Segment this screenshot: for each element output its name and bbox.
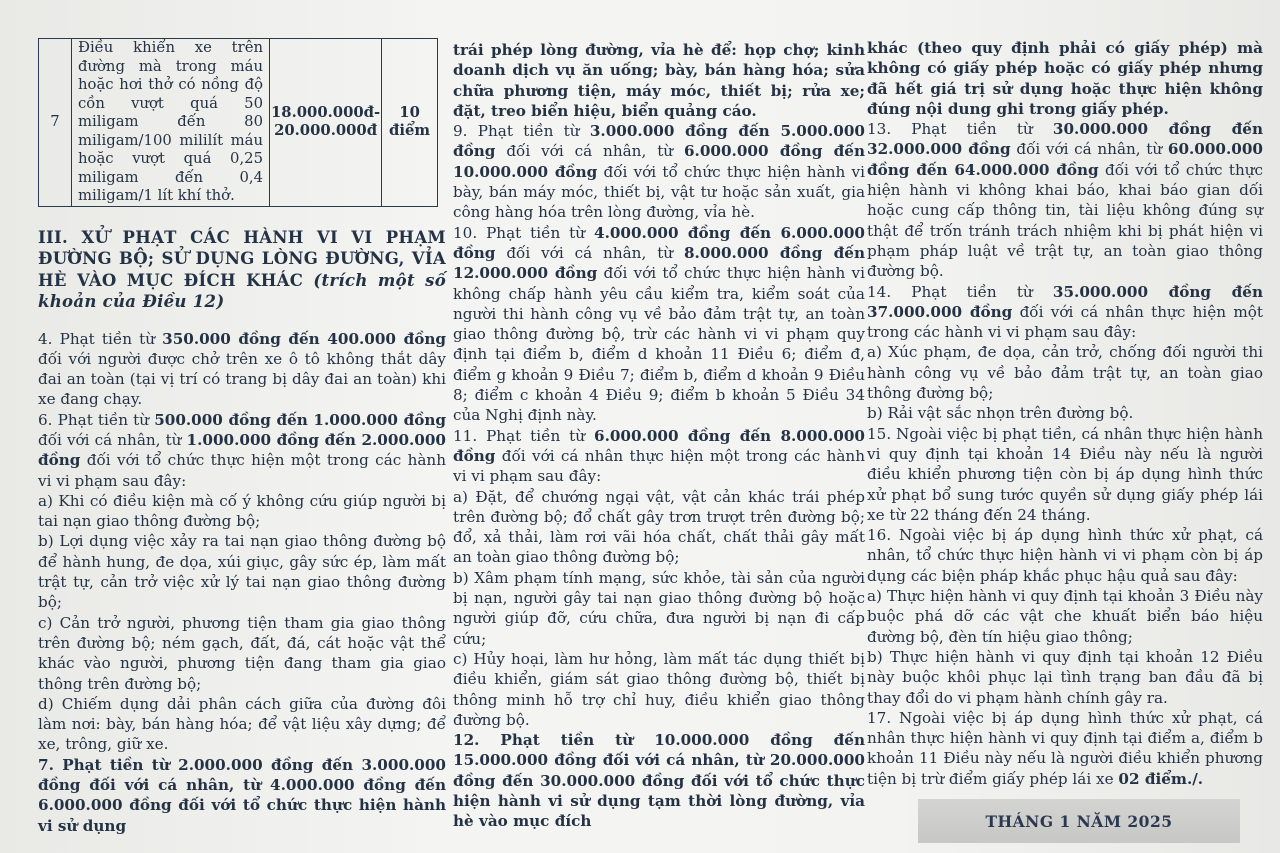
clause-17: 17. Ngoài việc bị áp dụng hình thức xử phạt, cá nhân thực hiện hành vi quy định tại điểm a, điểm b khoản 11 Điều này nếu là người điều khiển phương tiện bị trừ điểm giấy phép lái xe 02 điểm./. xyxy=(867,708,1263,788)
clause-6-b: b) Lợi dụng việc xảy ra tai nạn giao thông đường bộ để hành hung, đe dọa, xúi giục, gây sức ép, làm mất trật tự, cản trở việc xử lý tai nạn giao thông đường bộ; xyxy=(38,532,446,612)
table-row xyxy=(39,39,438,207)
section-heading xyxy=(38,227,446,313)
clause-12: 12. Phạt tiền từ 10.000.000 đồng đến 15.000.000 đồng đối với cá nhân, từ 20.000.000 đồng đến 30.000.000 đồng đối với tổ chức thực hiện hành vi sử dụng tạm thời lòng đường, vỉa hè vào mục đích xyxy=(453,731,865,831)
penalty-table xyxy=(38,38,438,207)
clause-10: 10. Phạt tiền từ 4.000.000 đồng đến 6.000.000 đồng đối với cá nhân, từ 8.000.000 đồng đến 12.000.000 đồng đối với tổ chức thực hiện hành vi không chấp hành yêu cầu kiểm tra, kiểm soát của người thi hành công vụ về bảo đảm trật tự, an toàn giao thông đường bộ, trừ các hành vi vi phạm quy định tại điểm b, điểm d khoản 11 Điều 6; điểm đ, điểm g khoản 9 Điều 7; điểm b, điểm d khoản 9 Điều 8; điểm c khoản 4 Điều 9; điểm b khoản 5 Điều 34 của Nghị định này. xyxy=(453,223,865,425)
clause-11-c: c) Hủy hoại, làm hư hỏng, làm mất tác dụng thiết bị điều khiển, giám sát giao thông đường bộ, thiết bị thông minh hỗ trợ chỉ huy, điều khiển giao thông đường bộ. xyxy=(453,649,865,729)
clause-9: 9. Phạt tiền từ 3.000.000 đồng đến 5.000.000 đồng đối với cá nhân, từ 6.000.000 đồng đến 10.000.000 đồng đối với tổ chức thực hiện hành vi bày, bán máy móc, thiết bị, vật tư hoặc sản xuất, gia công hàng hóa trên lòng đường, vỉa hè. xyxy=(453,122,865,222)
clause-6-c: c) Cản trở người, phương tiện tham gia giao thông trên đường bộ; ném gạch, đất, đá, cát hoặc vật thể khác vào người, phương tiện đang tham gia giao thông trên đường bộ; xyxy=(38,613,446,693)
row-number: 7 xyxy=(39,39,72,207)
fine-line-1: 18.000.000đ- xyxy=(271,103,381,121)
column-1 xyxy=(38,38,446,836)
footer-date: THÁNG 1 NĂM 2025 xyxy=(985,811,1173,831)
fine-line-2: 20.000.000đ xyxy=(274,122,378,140)
clause-6-a: a) Khi có điều kiện mà cố ý không cứu giúp người bị tai nạn giao thông đường bộ; xyxy=(38,491,446,531)
clause-6-d: d) Chiếm dụng dải phân cách giữa của đường đôi làm nơi: bày, bán hàng hóa; để vật liệu xây dựng; để xe, trông, giữ xe. xyxy=(38,694,446,754)
clause-16-a: a) Thực hiện hành vi quy định tại khoản 3 Điều này buộc phá dỡ các vật che khuất biển báo hiệu đường bộ, đèn tín hiệu giao thông; xyxy=(867,587,1263,646)
section-note: (trích một số khoản của Điều 12) xyxy=(38,270,447,311)
clause-7-continued: trái phép lòng đường, vỉa hè để: họp chợ; kinh doanh dịch vụ ăn uống; bày, bán hàng hóa; sửa chữa phương tiện, máy móc, thiết bị; rửa xe; đặt, treo biển hiệu, biển quảng cáo. xyxy=(453,41,865,120)
clause-11-a: a) Đặt, để chướng ngại vật, vật cản khác trái phép trên đường bộ; đổ chất gây trơn trượt trên đường bộ; đổ, xả thải, làm rơi vãi hóa chất, chất thải gây mất an toàn giao thông đường bộ; xyxy=(453,487,865,567)
date-footer xyxy=(918,799,1240,843)
row-description: Điều khiển xe trên đường mà trong máu hoặc hơi thở có nồng độ cồn vượt quá 50 miligam đến 80 miligam/100 mililít máu hoặc vượt quá 0,25 miligam đến 0,4 miligam/1 lít khí thở. xyxy=(72,39,270,207)
clause-12-continued: khác (theo quy định phải có giấy phép) mà không có giấy phép hoặc có giấy phép nhưng đã hết giá trị sử dụng hoặc thực hiện không đúng nội dung ghi trong giấy phép. xyxy=(867,39,1263,118)
clause-15: 15. Ngoài việc bị phạt tiền, cá nhân thực hiện hành vi quy định tại khoản 14 Điều này nếu là người điều khiển phương tiện còn bị áp dụng hình thức xử phạt bổ sung tước quyền sử dụng giấy phép lái xe từ 22 tháng đến 24 tháng. xyxy=(867,424,1263,524)
clause-14-a: a) Xúc phạm, đe dọa, cản trở, chống đối người thi hành công vụ về bảo đảm trật tự, an toàn giao thông đường bộ; xyxy=(867,343,1263,403)
clause-16-b: b) Thực hiện hành vi quy định tại khoản 12 Điều này buộc khôi phục lại tình trạng ban đầu đã bị thay đổi do vi phạm hành chính gây ra. xyxy=(867,647,1263,707)
clause-16: 16. Ngoài việc bị áp dụng hình thức xử phạt, cá nhân, tổ chức thực hiện hành vi vi phạm còn bị áp dụng các biện pháp khắc phục hậu quả sau đây: xyxy=(867,526,1263,585)
points-line-2: điểm xyxy=(389,122,431,140)
column-3 xyxy=(867,38,1263,789)
points-line-1: 10 xyxy=(399,103,420,121)
clause-11: 11. Phạt tiền từ 6.000.000 đồng đến 8.000.000 đồng đối với cá nhân thực hiện một trong các hành vi vi phạm sau đây: xyxy=(453,426,865,486)
row-fine xyxy=(270,39,382,207)
column-2 xyxy=(453,40,865,832)
row-points xyxy=(382,39,438,207)
clause-13: 13. Phạt tiền từ 30.000.000 đồng đến 32.000.000 đồng đối với cá nhân, từ 60.000.000 đồng đến 64.000.000 đồng đối với tổ chức thực hiện hành vi không khai báo, khai báo gian dối hoặc cung cấp thông tin, tài liệu không đúng sự thật để trốn tránh trách nhiệm khi bị phát hiện vi phạm pháp luật về trật tự, an toàn giao thông đường bộ. xyxy=(867,120,1264,281)
section-title: III. XỬ PHẠT CÁC HÀNH VI VI PHẠM ĐƯỜNG BỘ; SỬ DỤNG LÒNG ĐƯỜNG, VỈA HÈ VÀO MỤC ĐÍCH KHÁC xyxy=(38,227,446,290)
clause-4: 4. Phạt tiền từ 350.000 đồng đến 400.000 đồng đối với người được chở trên xe ô tô không thắt dây đai an toàn (tại vị trí có trang bị dây đai an toàn) khi xe đang chạy. xyxy=(38,329,446,409)
clause-11-b: b) Xâm phạm tính mạng, sức khỏe, tài sản của người bị nạn, người gây tai nạn giao thông đường bộ hoặc người giúp đỡ, cứu chữa, đưa người bị nạn đi cấp cứu; xyxy=(453,568,865,648)
clause-14-b: b) Rải vật sắc nhọn trên đường bộ. xyxy=(867,404,1134,423)
clause-7: 7. Phạt tiền từ 2.000.000 đồng đến 3.000.000 đồng đối với cá nhân, từ 4.000.000 đồng đến 6.000.000 đồng đối với tổ chức thực hiện hành vi sử dụng xyxy=(38,755,446,835)
clause-6: 6. Phạt tiền từ 500.000 đồng đến 1.000.000 đồng đối với cá nhân, từ 1.000.000 đồng đến 2.000.000 đồng đối với tổ chức thực hiện một trong các hành vi vi phạm sau đây: xyxy=(38,410,447,490)
clause-14: 14. Phạt tiền từ 35.000.000 đồng đến 37.000.000 đồng đối với cá nhân thực hiện một trong các hành vi vi phạm sau đây: xyxy=(867,282,1263,342)
